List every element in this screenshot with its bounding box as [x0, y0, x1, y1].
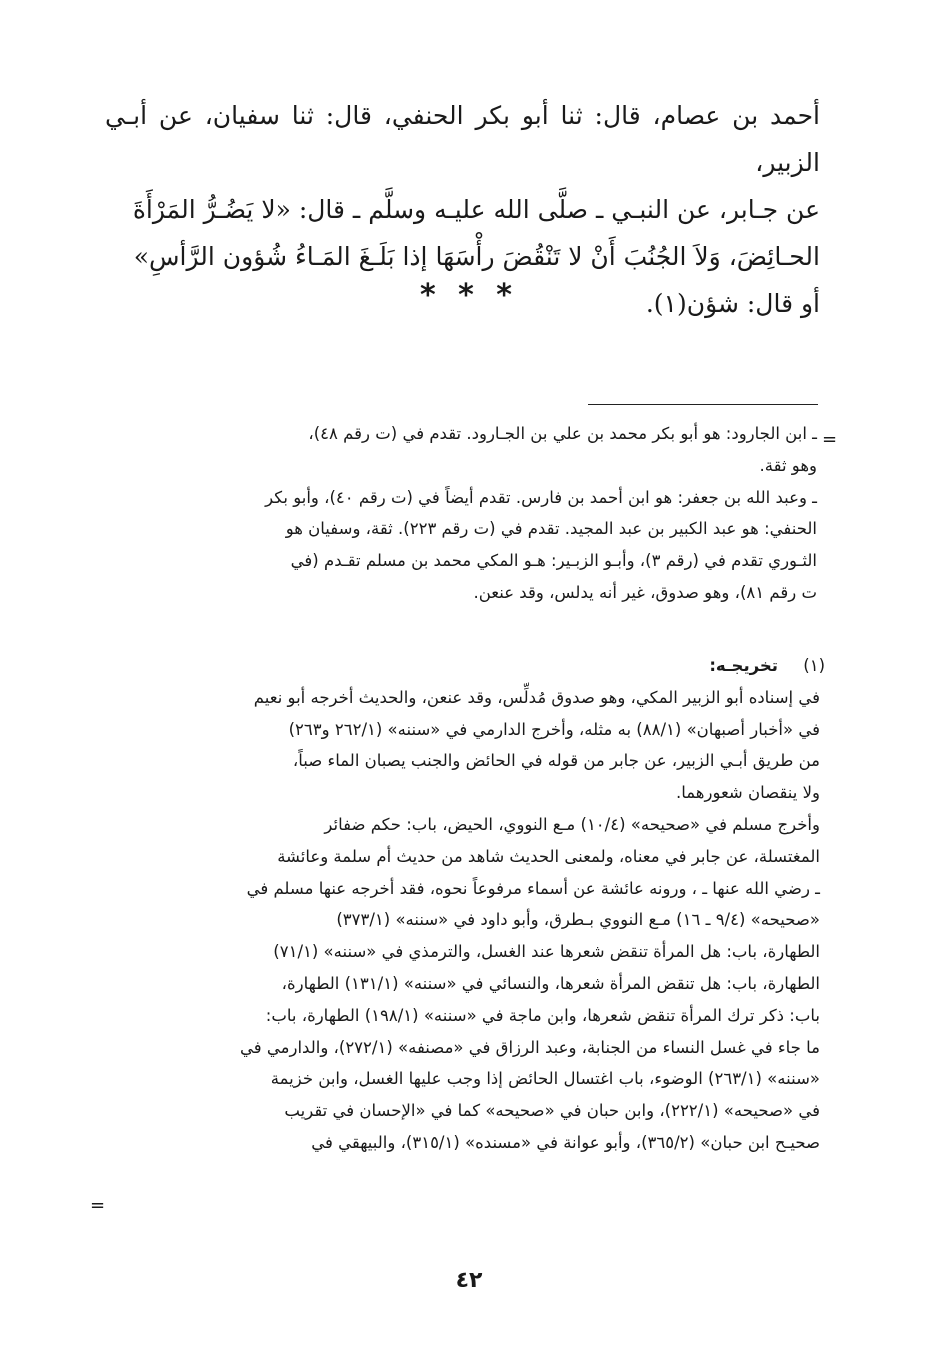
footnote-line: في إسناده أبو الزبير المكي، وهو صدوق مُدلِّس، وقد عنعن، والحديث أخرجه أبو نعيم — [253, 687, 820, 707]
footnote-line: الحنفي: هو عبد الكبير بن عبد المجيد. تقدم في (ت رقم ٢٢٣). ثقة، وسفيان هو — [285, 519, 817, 539]
footnote-line: صحيـح ابن حبان» (٣٦٥/٢)، وأبو عوانة في «مسنده» (٣١٥/١)، والبيهقي في — [311, 1132, 820, 1152]
footnote-line: ـ رضي الله عنها ـ ، ورونه عائشة عن أسماء مرفوعاً نحوه، فقد أخرجه عنها مسلم في — [246, 878, 820, 898]
footnote-line: ـ ابن الجارود: هو أبو بكر محمد بن علي بن الجـارود. تقدم في (ت رقم ٤٨)، — [308, 424, 817, 443]
continuation-mark-bottom: = — [90, 1195, 106, 1216]
footnote-line: الثـوري تقدم في (رقم ٣)، وأبـو الزبـير: هـو المكي محمد بن مسلم تقـدم (في — [290, 551, 817, 571]
footnote-line: باب: ذكر ترك المرأة تنقض شعرها، وابن ماجة في «سننه» (١٩٨/١) الطهارة، باب: — [265, 1005, 820, 1025]
footnote-line: الطهارة، باب: هل المرأة تنقض شعرها عند الغسل، والترمذي في «سننه» (٧١/١) — [273, 942, 820, 962]
page-number: ٤٢ — [455, 1268, 483, 1293]
footnote-line: ت رقم ٨١)، وهو صدوق، غير أنه يدلس، وقد عنعن. — [473, 582, 817, 602]
main-text-line: عن جـابر، عن النبـي ـ صلَّى الله عليـه وسلَّم ـ قال: «لا يَضُـرُّ المَرْأَةَ — [132, 195, 820, 224]
main-text-line: الحـائِضَ، وَلاَ الجُنُبَ أَنْ لا تَنْقُضَ رأْسَهَا إذا بَلَـغَ المَـاءُ شُؤون الرَّأسِ» — [133, 242, 820, 271]
footnote-line: وهو ثقة. — [759, 455, 817, 475]
footnote-heading: تخريجـه: — [709, 656, 778, 675]
main-text-line: أو قال: شؤن(١). — [645, 289, 820, 318]
section-separator: * * * — [420, 278, 518, 313]
footnote-line: في «أخبار أصبهان» (٨٨/١) به مثله، وأخرج الدارمي في «سننه» (٢٦٢/١ و٢٦٣) — [288, 719, 820, 739]
footnote-line: الطهارة، باب: هل تنقض المرأة شعرها، والنسائي في «سننه» (١٣١/١) الطهارة، — [281, 973, 820, 993]
footnote-line: «صحيحه» (٩/٤ ـ ١٦) مـع النووي بـطرق، وأبو داود في «سننه» (٣٧٣/١) — [336, 910, 820, 930]
footnote-line: ـ وعبد الله بن جعفر: هو ابن أحمد بن فارس. تقدم أيضاً في (ت رقم ٤٠)، وأبو بكر — [265, 487, 817, 507]
footnote-line: ولا ينقصان شعورهما. — [675, 783, 820, 803]
continuation-mark-top: = — [822, 429, 838, 450]
footnote-line: المغتسلة، عن جابر في معناه، ولمعنى الحديث شاهد من حديث أم سلمة وعائشة — [277, 846, 820, 866]
footnote-1 — [105, 650, 820, 1159]
footnote-number: (١) — [803, 656, 825, 675]
continued-footnote — [105, 418, 817, 609]
footnote-line: من طريق أبـي الزبير، عن جابر من قوله في الحائض والجنب يصبان الماء صباً، — [292, 751, 820, 771]
footnote-line: وأخرج مسلم في «صحيحه» (١٠/٤) مـع النووي، الحيض، باب: حكم ضفائر — [324, 814, 820, 834]
main-text-line: أحمد بن عصام، قال: ثنا أبو بكر الحنفي، قال: ثنا سفيان، عن أبـي الزبير، — [105, 101, 820, 177]
footnote-divider — [588, 404, 818, 405]
footnote-line: «سننه» (٢٦٣/١) الوضوء، باب اغتسال الحائض إذا وجب عليها الغسل، وابن خزيمة — [270, 1069, 820, 1089]
footnote-line: في «صحيحه» (٢٢٢/١)، وابن حبان في «صحيحه» كما في «الإحسان في تقريب — [284, 1101, 820, 1121]
footnote-line: ما جاء في غسل النساء من الجنابة، وعبد الرزاق في «مصنفه» (٢٧٢/١)، والدارمي في — [240, 1037, 820, 1057]
